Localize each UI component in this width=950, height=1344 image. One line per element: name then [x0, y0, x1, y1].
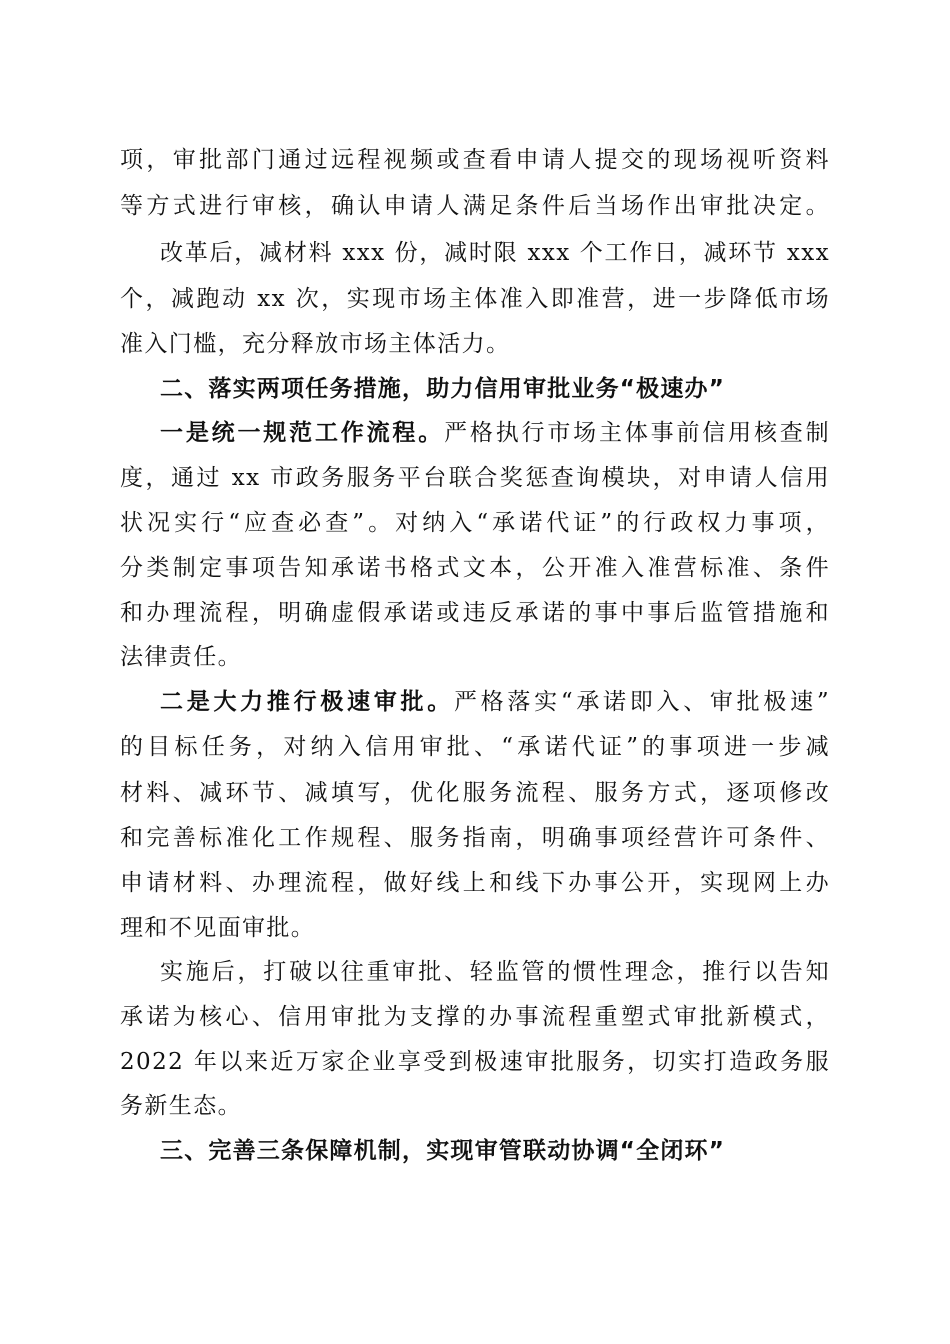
paragraph-5-line-4: 务新生态。	[120, 1093, 242, 1119]
paragraph-4-line-1-rest: 严格落实“承诺即入、审批极速”	[453, 689, 830, 715]
paragraph-5-line-1: 实施后，打破以往重审批、轻监管的惯性理念，推行以告知	[160, 959, 830, 985]
paragraph-4-line-5: 申请材料、办理流程，做好线上和线下办事公开，实现网上办	[120, 870, 830, 896]
paragraph-2-line-1: 改革后，减材料 xxx 份，减时限 xxx 个工作日，减环节 xxx	[160, 240, 830, 266]
section-3-heading: 三、完善三条保障机制，实现审管联动协调“全闭环”	[160, 1138, 726, 1164]
paragraph-1-line-1: 项，审批部门通过远程视频或查看申请人提交的现场视听资料	[120, 147, 830, 173]
paragraph-4-lead: 二是大力推行极速审批。	[160, 688, 454, 715]
paragraph-3-line-1	[160, 411, 830, 455]
paragraph-3-line-3: 状况实行“应查必查”。对纳入“承诺代证”的行政权力事项，	[120, 510, 830, 536]
paragraph-3-line-6: 法律责任。	[120, 644, 242, 670]
paragraph-5-line-3: 2022 年以来近万家企业享受到极速审批服务，切实打造政务服	[120, 1049, 830, 1075]
paragraph-4-line-1	[160, 680, 830, 724]
paragraph-3-line-4: 分类制定事项告知承诺书格式文本，公开准入准营标准、条件	[120, 555, 830, 581]
paragraph-4-line-4: 和完善标准化工作规程、服务指南，明确事项经营许可条件、	[120, 825, 830, 851]
paragraph-4-line-2: 的目标任务，对纳入信用审批、“承诺代证”的事项进一步减	[120, 734, 830, 760]
paragraph-5-line-2: 承诺为核心、信用审批为支撑的办事流程重塑式审批新模式，	[120, 1004, 830, 1030]
paragraph-3-lead: 一是统一规范工作流程。	[160, 419, 445, 446]
paragraph-3-line-1-rest: 严格执行市场主体事前信用核查制	[444, 420, 830, 446]
paragraph-3-line-5: 和办理流程，明确虚假承诺或违反承诺的事中事后监管措施和	[120, 600, 830, 626]
paragraph-4-line-6: 理和不见面审批。	[120, 915, 316, 941]
paragraph-2-line-3: 准入门槛，充分释放市场主体活力。	[120, 331, 511, 357]
paragraph-4-line-3: 材料、减环节、减填写，优化服务流程、服务方式，逐项修改	[120, 780, 830, 806]
section-2-heading: 二、落实两项任务措施，助力信用审批业务“极速办”	[160, 376, 726, 402]
paragraph-1-line-2: 等方式进行审核，确认申请人满足条件后当场作出审批决定。	[120, 193, 830, 219]
paragraph-2-line-2: 个，减跑动 xx 次，实现市场主体准入即准营，进一步降低市场	[120, 286, 830, 312]
paragraph-3-line-2: 度，通过 xx 市政务服务平台联合奖惩查询模块，对申请人信用	[120, 465, 830, 491]
